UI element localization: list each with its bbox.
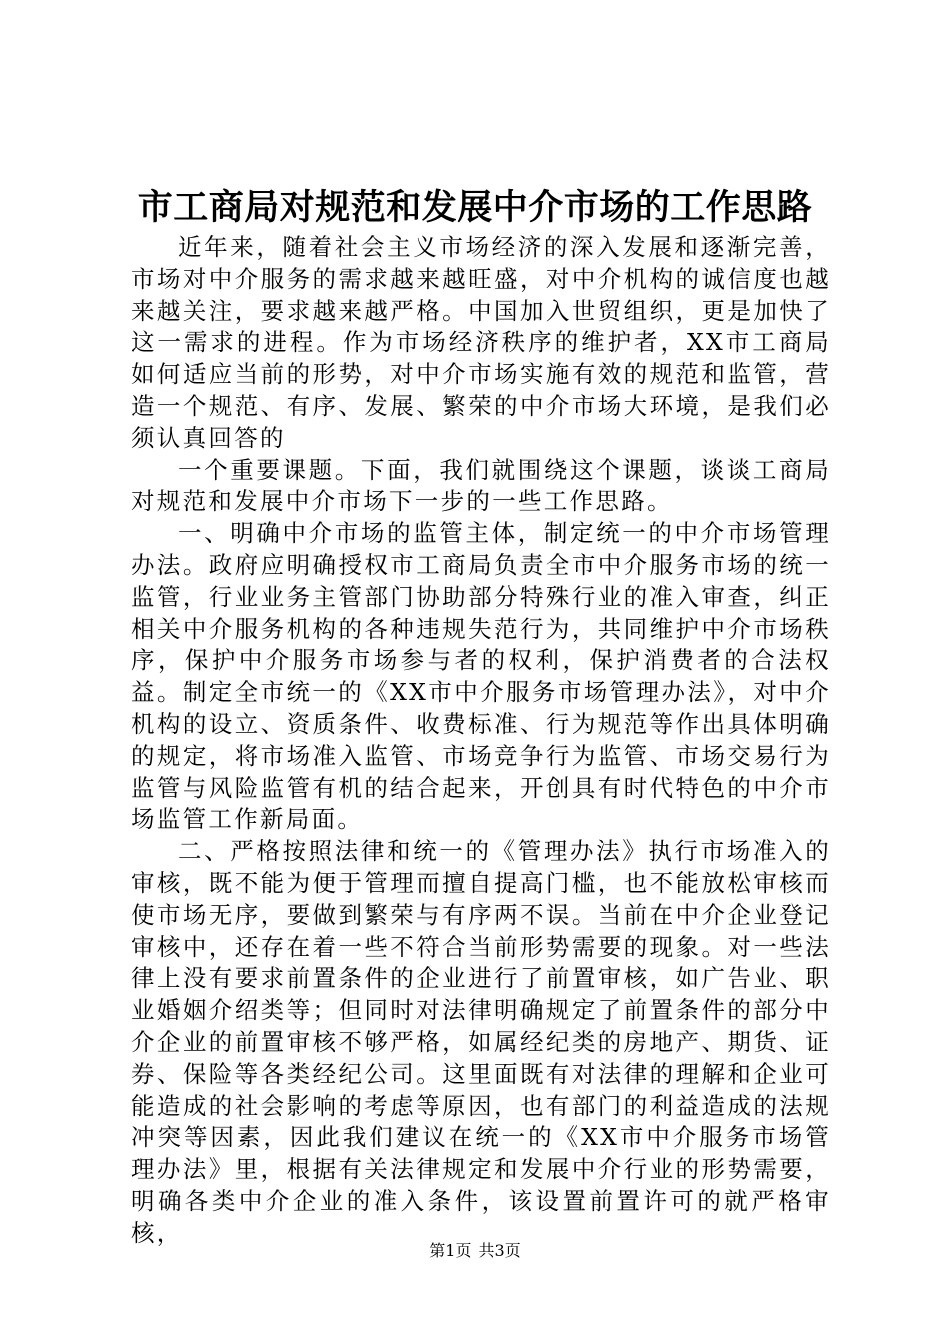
document-title: 市工商局对规范和发展中介市场的工作思路 (137, 187, 813, 228)
paragraph: 近年来，随着社会主义市场经济的深入发展和逐渐完善，市场对中介服务的需求越来越旺盛，对中介机构的诚信度也越来越关注，要求越来越严格。中国加入世贸组织，更是加快了这一需求的进程。作为市场经济秩序的维护者，XX市工商局如何适应当前的形势，对中介市场实施有效的规范和监管，营造一个规范、有序、发展、繁荣的中介市场大环境，是我们必须认真回答的 (131, 233, 831, 452)
page-footer (0, 1240, 950, 1262)
page-number: 第1页 (429, 1241, 472, 1260)
document-body (131, 232, 831, 1250)
page-total: 共3页 (478, 1241, 521, 1260)
paragraph: 一个重要课题。下面，我们就围绕这个课题，谈谈工商局对规范和发展中介市场下一步的一些工作思路。 (131, 455, 831, 516)
paragraph: 二、严格按照法律和统一的《管理办法》执行市场准入的审核，既不能为便于管理而擅自提高门槛，也不能放松审核而使市场无序，要做到繁荣与有序两不误。当前在中介企业登记审核中，还存在着一些不符合当前形势需要的现象。对一些法律上没有要求前置条件的企业进行了前置审核，如广告业、职业婚姻介绍类等；但同时对法律明确规定了前置条件的部分中介企业的前置审核不够严格，如属经纪类的房地产、期货、证券、保险等各类经纪公司。这里面既有对法律的理解和企业可能造成的社会影响的考虑等原因，也有部门的利益造成的法规冲突等因素，因此我们建议在统一的《XX市中介服务市场管理办法》里，根据有关法律规定和发展中介行业的形势需要，明确各类中介企业的准入条件，该设置前置许可的就严格审核， (131, 837, 831, 1247)
paragraph: 一、明确中介市场的监管主体，制定统一的中介市场管理办法。政府应明确授权市工商局负责全市中介服务市场的统一监管，行业业务主管部门协助部分特殊行业的准入审查，纠正相关中介服务机构的各种违规失范行为，共同维护中介市场秩序，保护中介服务市场参与者的权利，保护消费者的合法权益。制定全市统一的《XX市中介服务市场管理办法》，对中介机构的设立、资质条件、收费标准、行为规范等作出具体明确的规定，将市场准入监管、市场竞争行为监管、市场交易行为监管与风险监管有机的结合起来，开创具有时代特色的中介市场监管工作新局面。 (131, 519, 831, 834)
